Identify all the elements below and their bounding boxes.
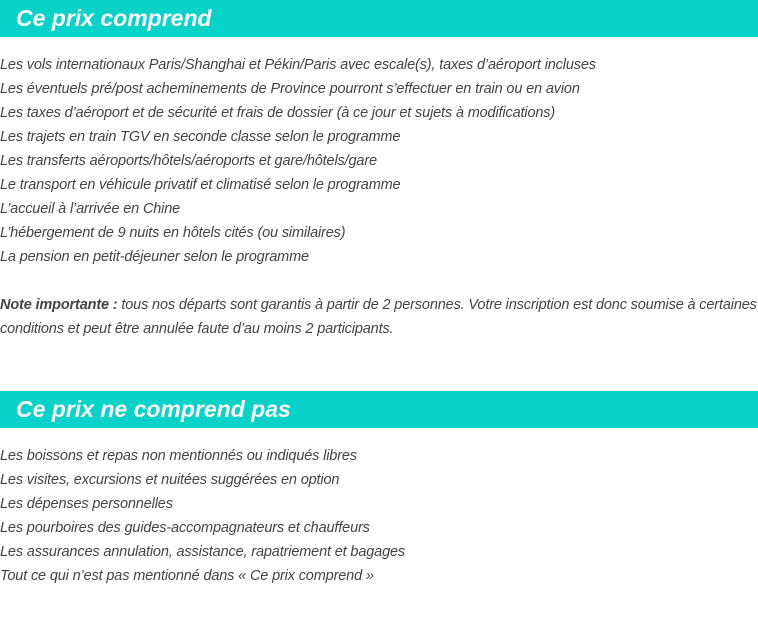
list-item: Les vols internationaux Paris/Shanghai et Pékin/Paris avec escale(s), taxes d’aéroport incluses [0,57,596,73]
list-item: Les éventuels pré/post acheminements de Province pourront s’effectuer en train ou en avion [0,81,580,97]
list-item: La pension en petit-déjeuner selon le programme [0,249,309,265]
list-item: Les dépenses personnelles [0,496,173,512]
list-item: L’accueil à l’arrivée en Chine [0,201,181,217]
list-item: Tout ce qui n’est pas mentionné dans « Ce prix comprend » [0,568,374,584]
included-section-title: Ce prix comprend [0,0,758,37]
note-label: Note importante : [0,297,118,313]
list-item: Le transport en véhicule privatif et climatisé selon le programme [0,177,401,193]
list-item: Les transferts aéroports/hôtels/aéroports et gare/hôtels/gare [0,153,377,169]
excluded-list [0,444,758,588]
list-item: Les pourboires des guides-accompagnateurs et chauffeurs [0,520,370,536]
list-item: Les visites, excursions et nuitées suggérées en option [0,472,340,488]
list-item: Les assurances annulation, assistance, rapatriement et bagages [0,544,406,560]
list-item: Les taxes d’aéroport et de sécurité et frais de dossier (à ce jour et sujets à modifications) [0,105,556,121]
note-text-line1: tous nos départs sont garantis à partir de 2 personnes. Votre inscription est donc soumise à certaines [117,297,757,313]
list-item: Les boissons et repas non mentionnés ou indiqués libres [0,448,357,464]
excluded-section-title: Ce prix ne comprend pas [0,391,758,428]
list-item: L’hébergement de 9 nuits en hôtels cités (ou similaires) [0,225,346,241]
note-text-line2: conditions et peut être annulée faute d’au moins 2 participants. [0,321,394,337]
list-item: Les trajets en train TGV en seconde classe selon le programme [0,129,401,145]
important-note [0,293,758,341]
included-list [0,53,758,269]
